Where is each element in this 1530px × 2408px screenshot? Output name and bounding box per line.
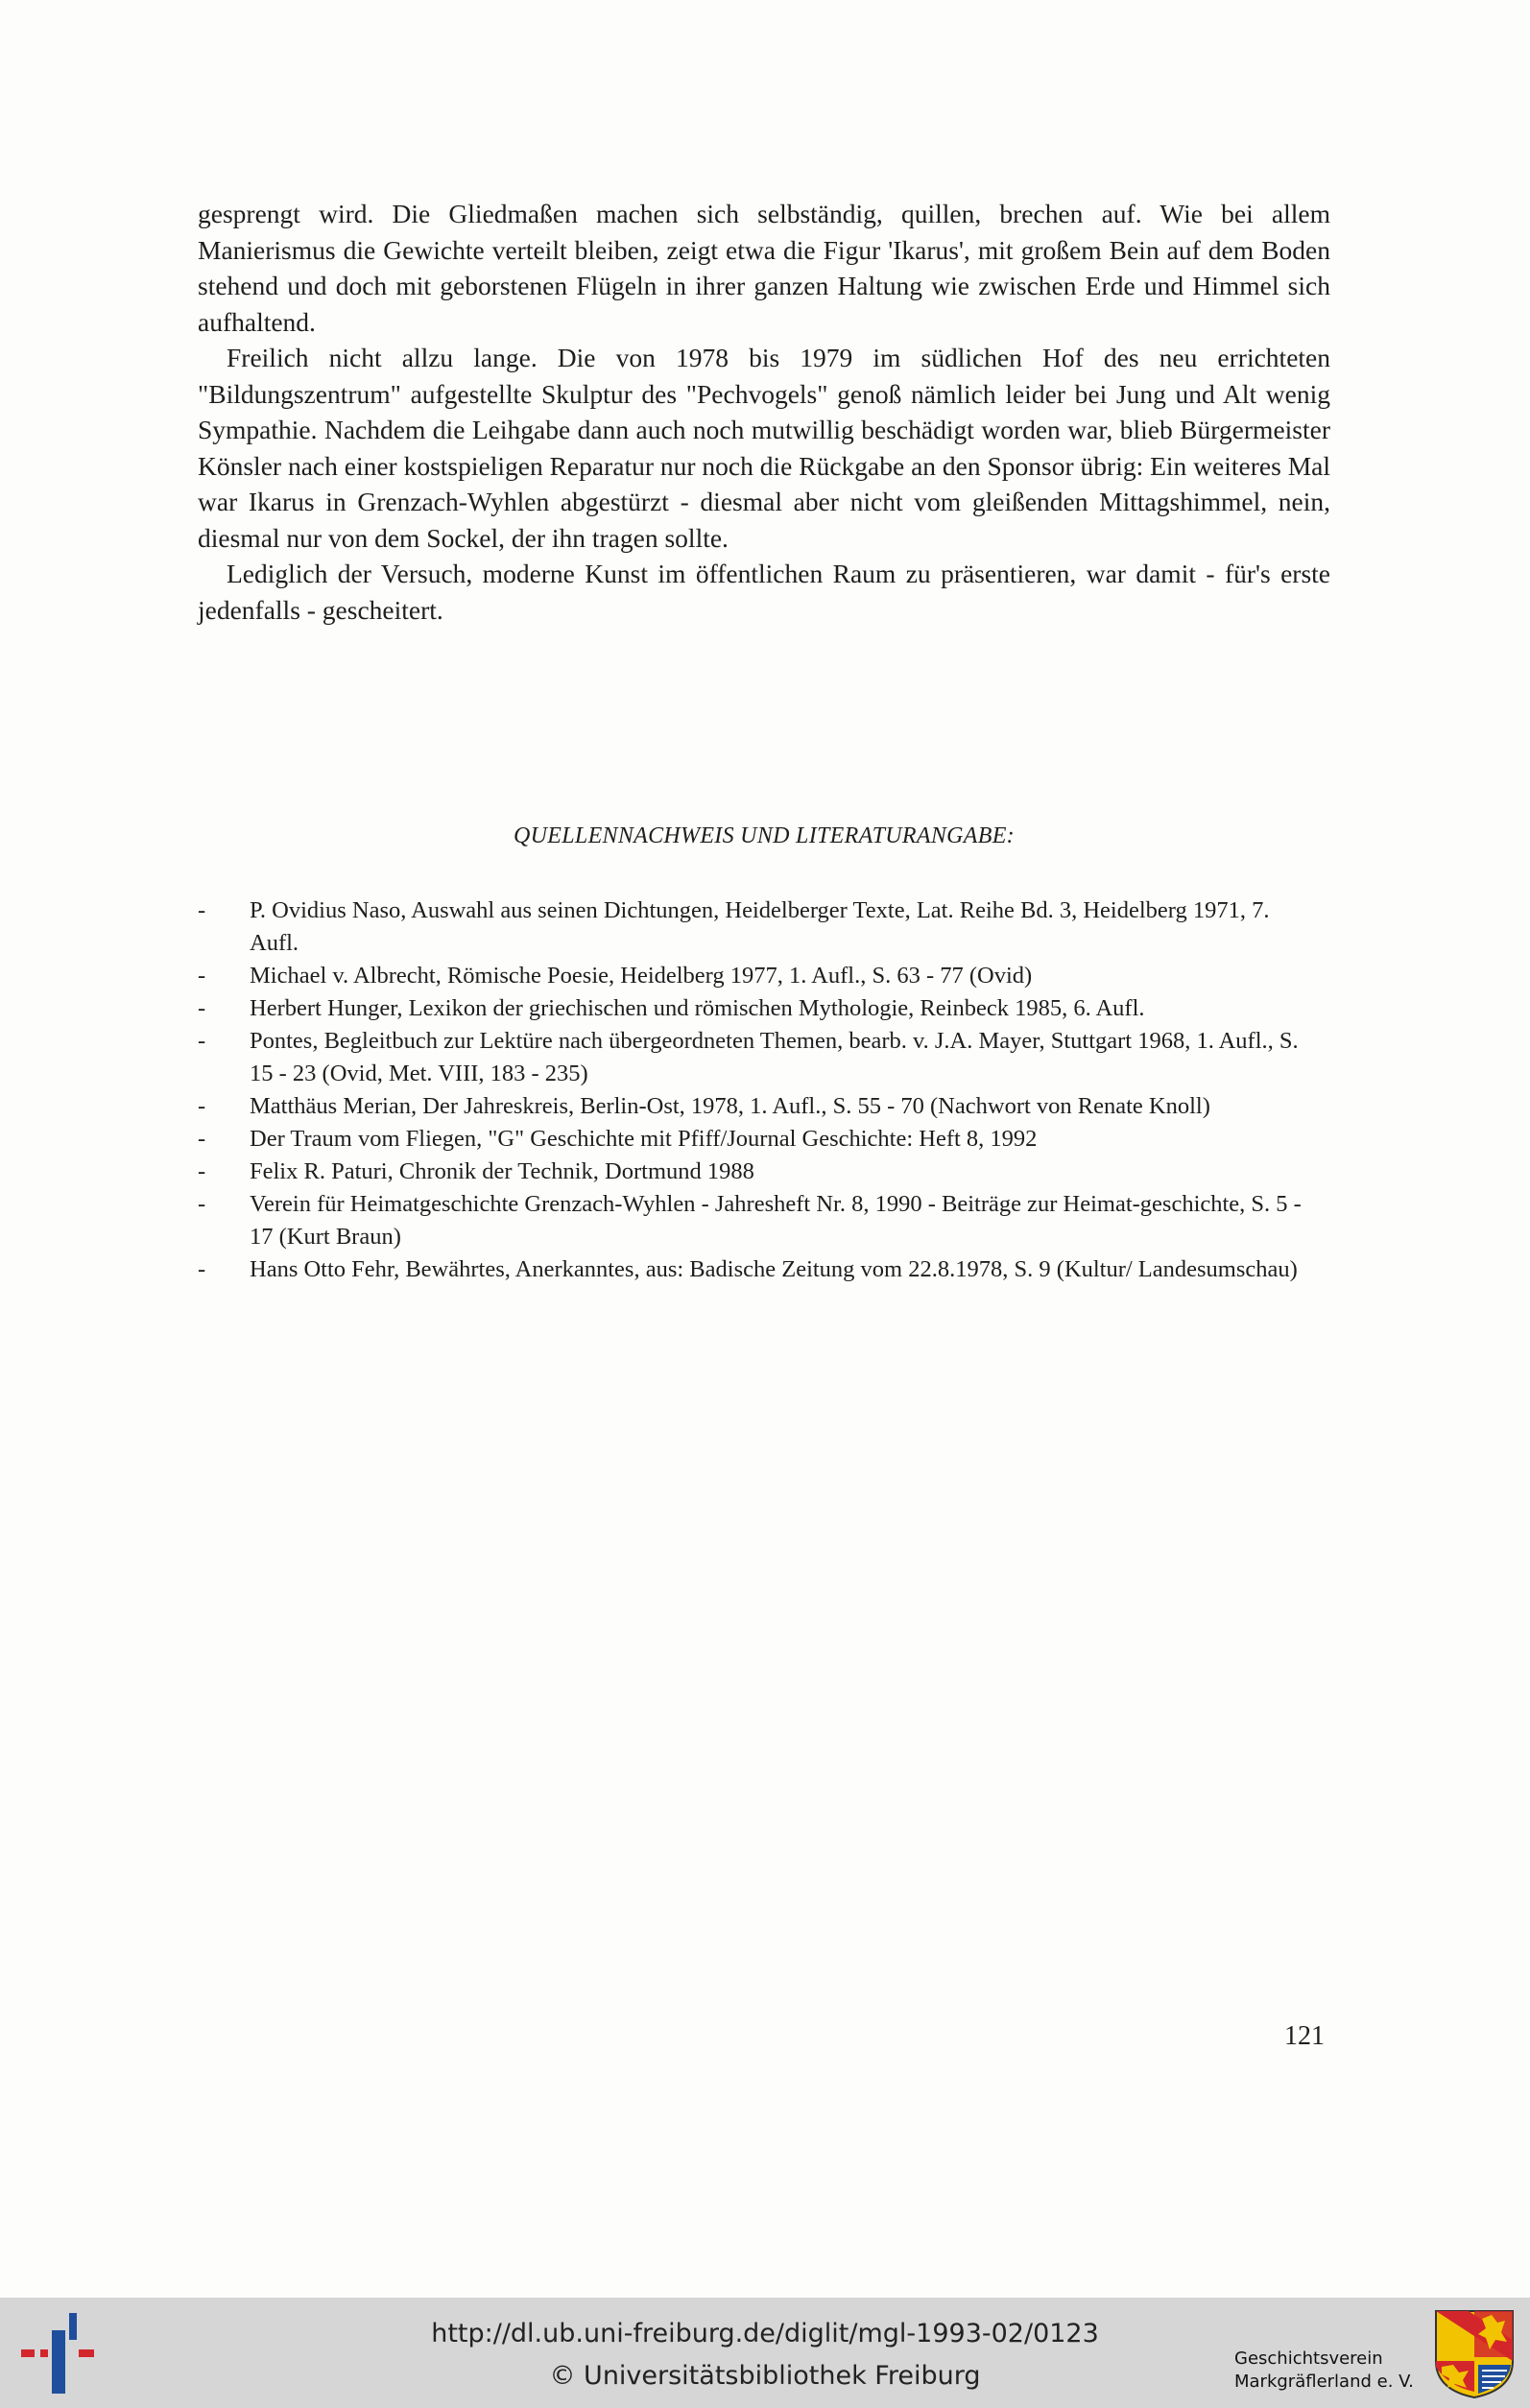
sources-heading: QUELLENNACHWEIS UND LITERATURANGABE:: [514, 823, 1015, 848]
source-text: Felix R. Paturi, Chronik der Technik, Dortmund 1988: [250, 1158, 754, 1184]
source-text: Hans Otto Fehr, Bewährtes, Anerkanntes, aus: Badische Zeitung vom 22.8.1978, S. 9 (Kultur/ Landesumschau): [250, 1256, 1298, 1282]
source-item: [198, 1090, 1311, 1123]
society-name-line-1: Geschichtsverein: [1234, 2348, 1383, 2369]
page-number: 121: [1284, 2021, 1325, 2051]
paragraph-3: Lediglich der Versuch, moderne Kunst im öffentlichen Raum zu präsentieren, war damit - für's erste jedenfalls - gescheitert.: [198, 559, 1330, 625]
body-text: [198, 196, 1330, 628]
list-bullet: -: [198, 1028, 206, 1054]
source-text: Der Traum vom Fliegen, "G" Geschichte mit Pfiff/Journal Geschichte: Heft 8, 1992: [250, 1126, 1038, 1152]
list-bullet: -: [198, 1126, 206, 1152]
list-bullet: -: [198, 897, 206, 923]
society-name: [1234, 2348, 1414, 2394]
society-name-line-2: Markgräflerland e. V.: [1234, 2372, 1414, 2392]
source-item: [198, 960, 1311, 992]
source-text: P. Ovidius Naso, Auswahl aus seinen Dichtungen, Heidelberger Texte, Lat. Reihe Bd. 3, Heidelberg 1971, 7. Aufl.: [250, 897, 1270, 956]
source-text: Verein für Heimatgeschichte Grenzach-Wyhlen - Jahresheft Nr. 8, 1990 - Beiträge zur Heimat-geschichte, S. 5 - 17 (Kurt Braun): [250, 1191, 1302, 1250]
source-text: Matthäus Merian, Der Jahreskreis, Berlin-Ost, 1978, 1. Aufl., S. 55 - 70 (Nachwort von Renate Knoll): [250, 1093, 1210, 1119]
source-text: Michael v. Albrecht, Römische Poesie, Heidelberg 1977, 1. Aufl., S. 63 - 77 (Ovid): [250, 963, 1033, 989]
source-item: [198, 1025, 1311, 1090]
list-bullet: -: [198, 1256, 206, 1282]
source-item: [198, 1156, 1311, 1188]
list-bullet: -: [198, 1158, 206, 1184]
source-text: Pontes, Begleitbuch zur Lektüre nach übergeordneten Themen, bearb. v. J.A. Mayer, Stuttgart 1968, 1. Aufl., S. 15 - 23 (Ovid, Met. VIII, 183 - 235): [250, 1028, 1299, 1086]
sources-list: [198, 894, 1311, 1286]
list-bullet: -: [198, 1191, 206, 1217]
footer-bar: [0, 2298, 1530, 2408]
footer-copyright: © Universitätsbibliothek Freiburg: [549, 2361, 981, 2391]
source-item: [198, 992, 1311, 1025]
paragraph-2: Freilich nicht allzu lange. Die von 1978 bis 1979 im südlichen Hof des neu errichteten "Bildungszentrum" aufgestellte Skulptur des "Pechvogels" genoß nämlich leider bei Jung und Alt wenig Sympathie. Nachdem die Leihgabe dann auch noch mutwillig beschädigt worden war, blieb Bürgermeister Könsler nach einer kostspieligen Reparatur nur noch die Rückgabe an den Sponsor übrig: Ein weiteres Mal war Ikarus in Grenzach-Wyhlen abgestürzt - diesmal aber nicht vom gleißenden Mittagshimmel, nein, diesmal nur von dem Sockel, der ihn tragen sollte.: [198, 343, 1330, 553]
list-bullet: -: [198, 963, 206, 989]
footer-url-link[interactable]: http://dl.ub.uni-freiburg.de/diglit/mgl-1993-02/0123: [431, 2319, 1099, 2348]
source-text: Herbert Hunger, Lexikon der griechischen und römischen Mythologie, Reinbeck 1985, 6. Aufl.: [250, 995, 1145, 1021]
source-item: [198, 1253, 1311, 1286]
paragraph-1: gesprengt wird. Die Gliedmaßen machen sich selbständig, quillen, brechen auf. Wie bei allem Manierismus die Gewichte verteilt bleiben, zeigt etwa die Figur 'Ikarus', mit großem Bein auf dem Boden stehend und doch mit geborstenen Flügeln in ihrer ganzen Haltung wie zwischen Erde und Himmel sich aufhaltend.: [198, 199, 1330, 337]
source-item: [198, 894, 1311, 960]
source-item: [198, 1188, 1311, 1253]
coat-of-arms-icon[interactable]: [1434, 2309, 1515, 2399]
source-item: [198, 1123, 1311, 1156]
list-bullet: -: [198, 995, 206, 1021]
list-bullet: -: [198, 1093, 206, 1119]
